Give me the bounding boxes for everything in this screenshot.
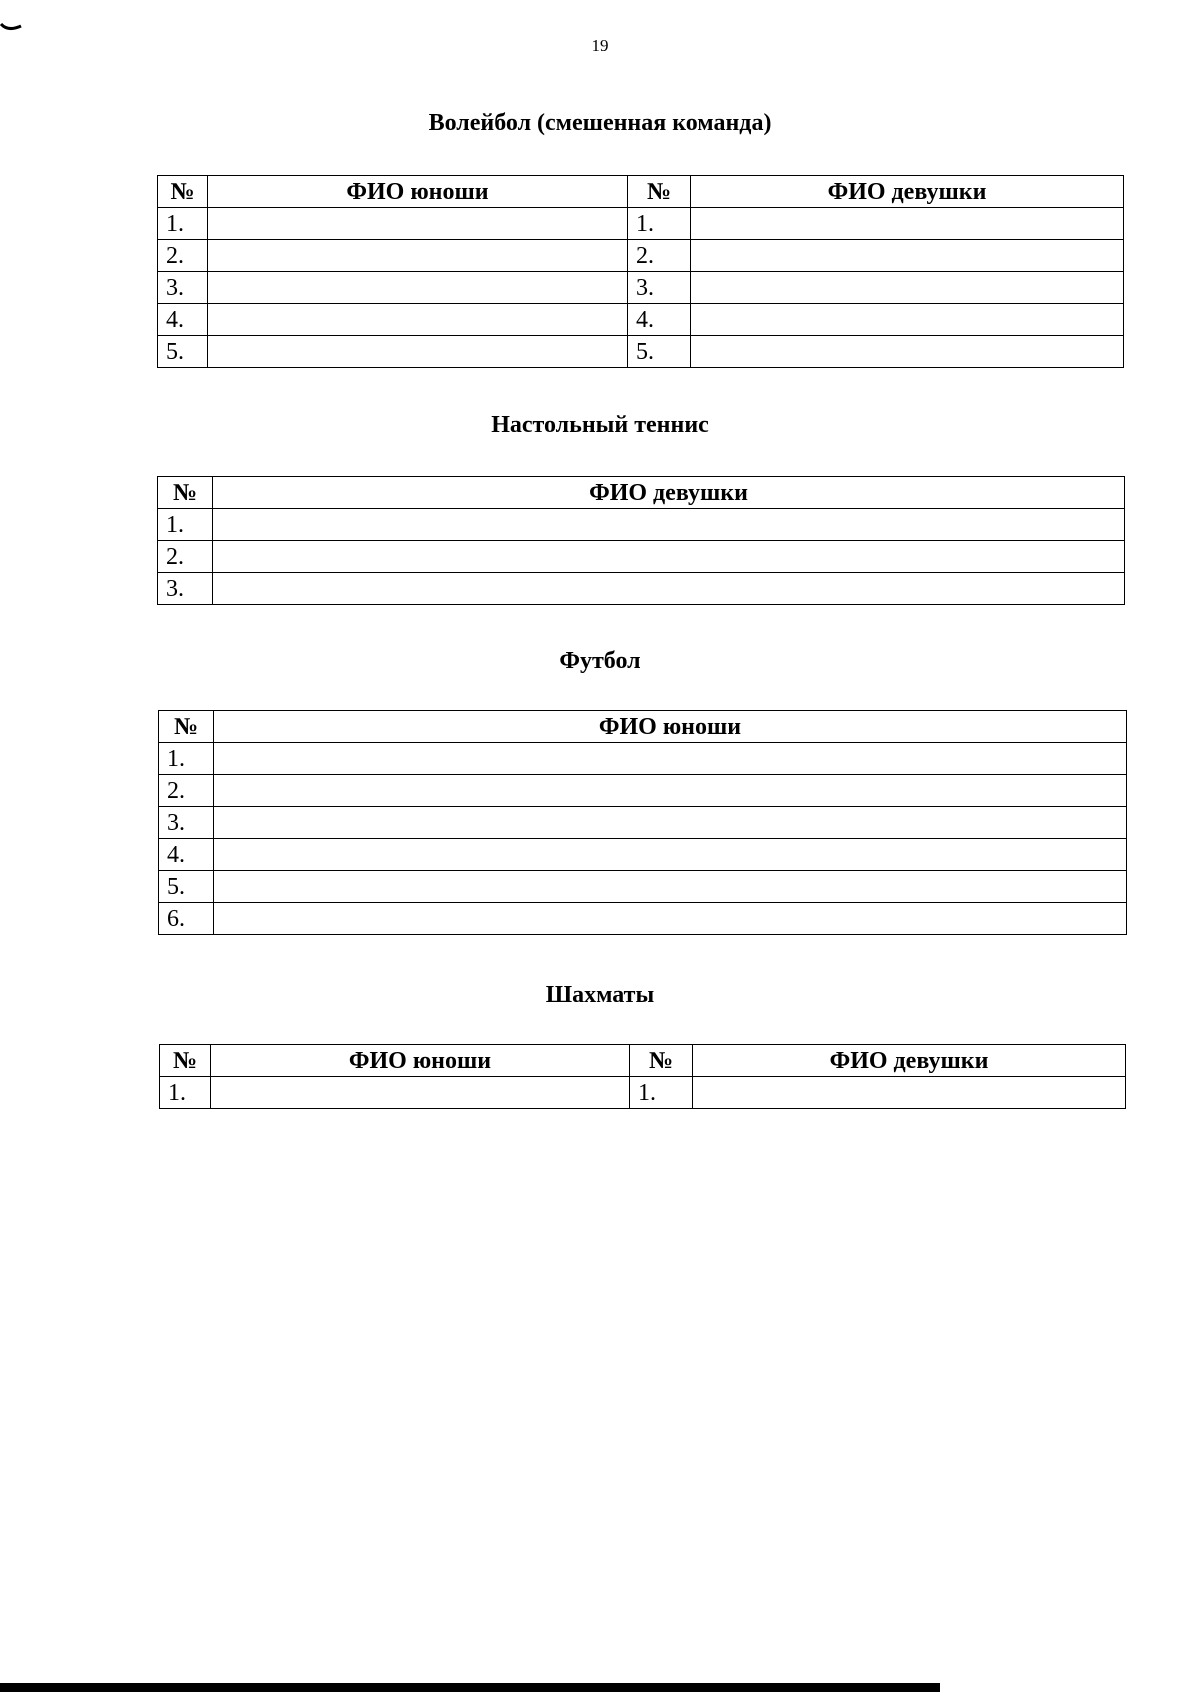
chess-title: Шахматы: [545, 982, 655, 1008]
row-number: 4.: [158, 304, 208, 336]
row-number: 3.: [158, 272, 208, 304]
girl-name-cell[interactable]: [693, 1077, 1126, 1109]
table-row: [159, 743, 1127, 775]
num-header: №: [628, 176, 691, 208]
table-row: [159, 871, 1127, 903]
row-number: 2.: [158, 541, 213, 573]
table-row: [159, 775, 1127, 807]
num-header: №: [630, 1045, 693, 1077]
row-number: 5.: [158, 336, 208, 368]
row-number: 6.: [159, 903, 214, 935]
girls-header: ФИО девушки: [691, 176, 1124, 208]
table-header-row: [159, 711, 1127, 743]
chess-table: [159, 1044, 1126, 1109]
boy-name-cell[interactable]: [214, 903, 1127, 935]
girl-name-cell[interactable]: [691, 208, 1124, 240]
page-number: 19: [591, 36, 609, 55]
football-title: Футбол: [559, 648, 641, 674]
row-number: 3.: [159, 807, 214, 839]
girl-name-cell[interactable]: [213, 573, 1125, 605]
boy-name-cell[interactable]: [214, 743, 1127, 775]
row-number: 3.: [628, 272, 691, 304]
girls-header: ФИО девушки: [213, 477, 1125, 509]
num-header: №: [159, 711, 214, 743]
boy-name-cell[interactable]: [214, 839, 1127, 871]
table-row: [159, 903, 1127, 935]
table-row: [158, 336, 1124, 368]
boy-name-cell[interactable]: [214, 871, 1127, 903]
table-row: [158, 240, 1124, 272]
table-header-row: [158, 176, 1124, 208]
table-row: [160, 1077, 1126, 1109]
row-number: 1.: [628, 208, 691, 240]
row-number: 3.: [158, 573, 213, 605]
table-row: [158, 304, 1124, 336]
scan-edge-bar: [0, 1683, 940, 1692]
table-row: [159, 839, 1127, 871]
row-number: 2.: [159, 775, 214, 807]
boy-name-cell[interactable]: [208, 272, 628, 304]
num-header: №: [160, 1045, 211, 1077]
table-tennis-table: [157, 476, 1125, 605]
row-number: 1.: [160, 1077, 211, 1109]
girl-name-cell[interactable]: [213, 509, 1125, 541]
row-number: 5.: [159, 871, 214, 903]
row-number: 4.: [159, 839, 214, 871]
boy-name-cell[interactable]: [208, 240, 628, 272]
boys-header: ФИО юноши: [208, 176, 628, 208]
table-tennis-title: Настольный теннис: [491, 412, 709, 438]
boy-name-cell[interactable]: [208, 304, 628, 336]
football-table: [158, 710, 1127, 935]
table-row: [158, 509, 1125, 541]
volleyball-title: Волейбол (смешенная команда): [428, 110, 772, 136]
boy-name-cell[interactable]: [208, 336, 628, 368]
girl-name-cell[interactable]: [691, 240, 1124, 272]
table-row: [159, 807, 1127, 839]
table-row: [158, 208, 1124, 240]
boys-header: ФИО юноши: [214, 711, 1127, 743]
boy-name-cell[interactable]: [211, 1077, 630, 1109]
row-number: 2.: [158, 240, 208, 272]
row-number: 4.: [628, 304, 691, 336]
row-number: 1.: [630, 1077, 693, 1109]
table-row: [158, 541, 1125, 573]
num-header: №: [158, 176, 208, 208]
girl-name-cell[interactable]: [691, 304, 1124, 336]
table-row: [158, 272, 1124, 304]
row-number: 5.: [628, 336, 691, 368]
row-number: 1.: [158, 509, 213, 541]
girl-name-cell[interactable]: [691, 336, 1124, 368]
boy-name-cell[interactable]: [214, 775, 1127, 807]
boy-name-cell[interactable]: [214, 807, 1127, 839]
girls-header: ФИО девушки: [693, 1045, 1126, 1077]
row-number: 1.: [158, 208, 208, 240]
boy-name-cell[interactable]: [208, 208, 628, 240]
boys-header: ФИО юноши: [211, 1045, 630, 1077]
row-number: 1.: [159, 743, 214, 775]
girl-name-cell[interactable]: [213, 541, 1125, 573]
volleyball-table: [157, 175, 1124, 368]
row-number: 2.: [628, 240, 691, 272]
table-header-row: [160, 1045, 1126, 1077]
num-header: №: [158, 477, 213, 509]
girl-name-cell[interactable]: [691, 272, 1124, 304]
table-header-row: [158, 477, 1125, 509]
table-row: [158, 573, 1125, 605]
corner-mark-icon: [0, 14, 22, 36]
